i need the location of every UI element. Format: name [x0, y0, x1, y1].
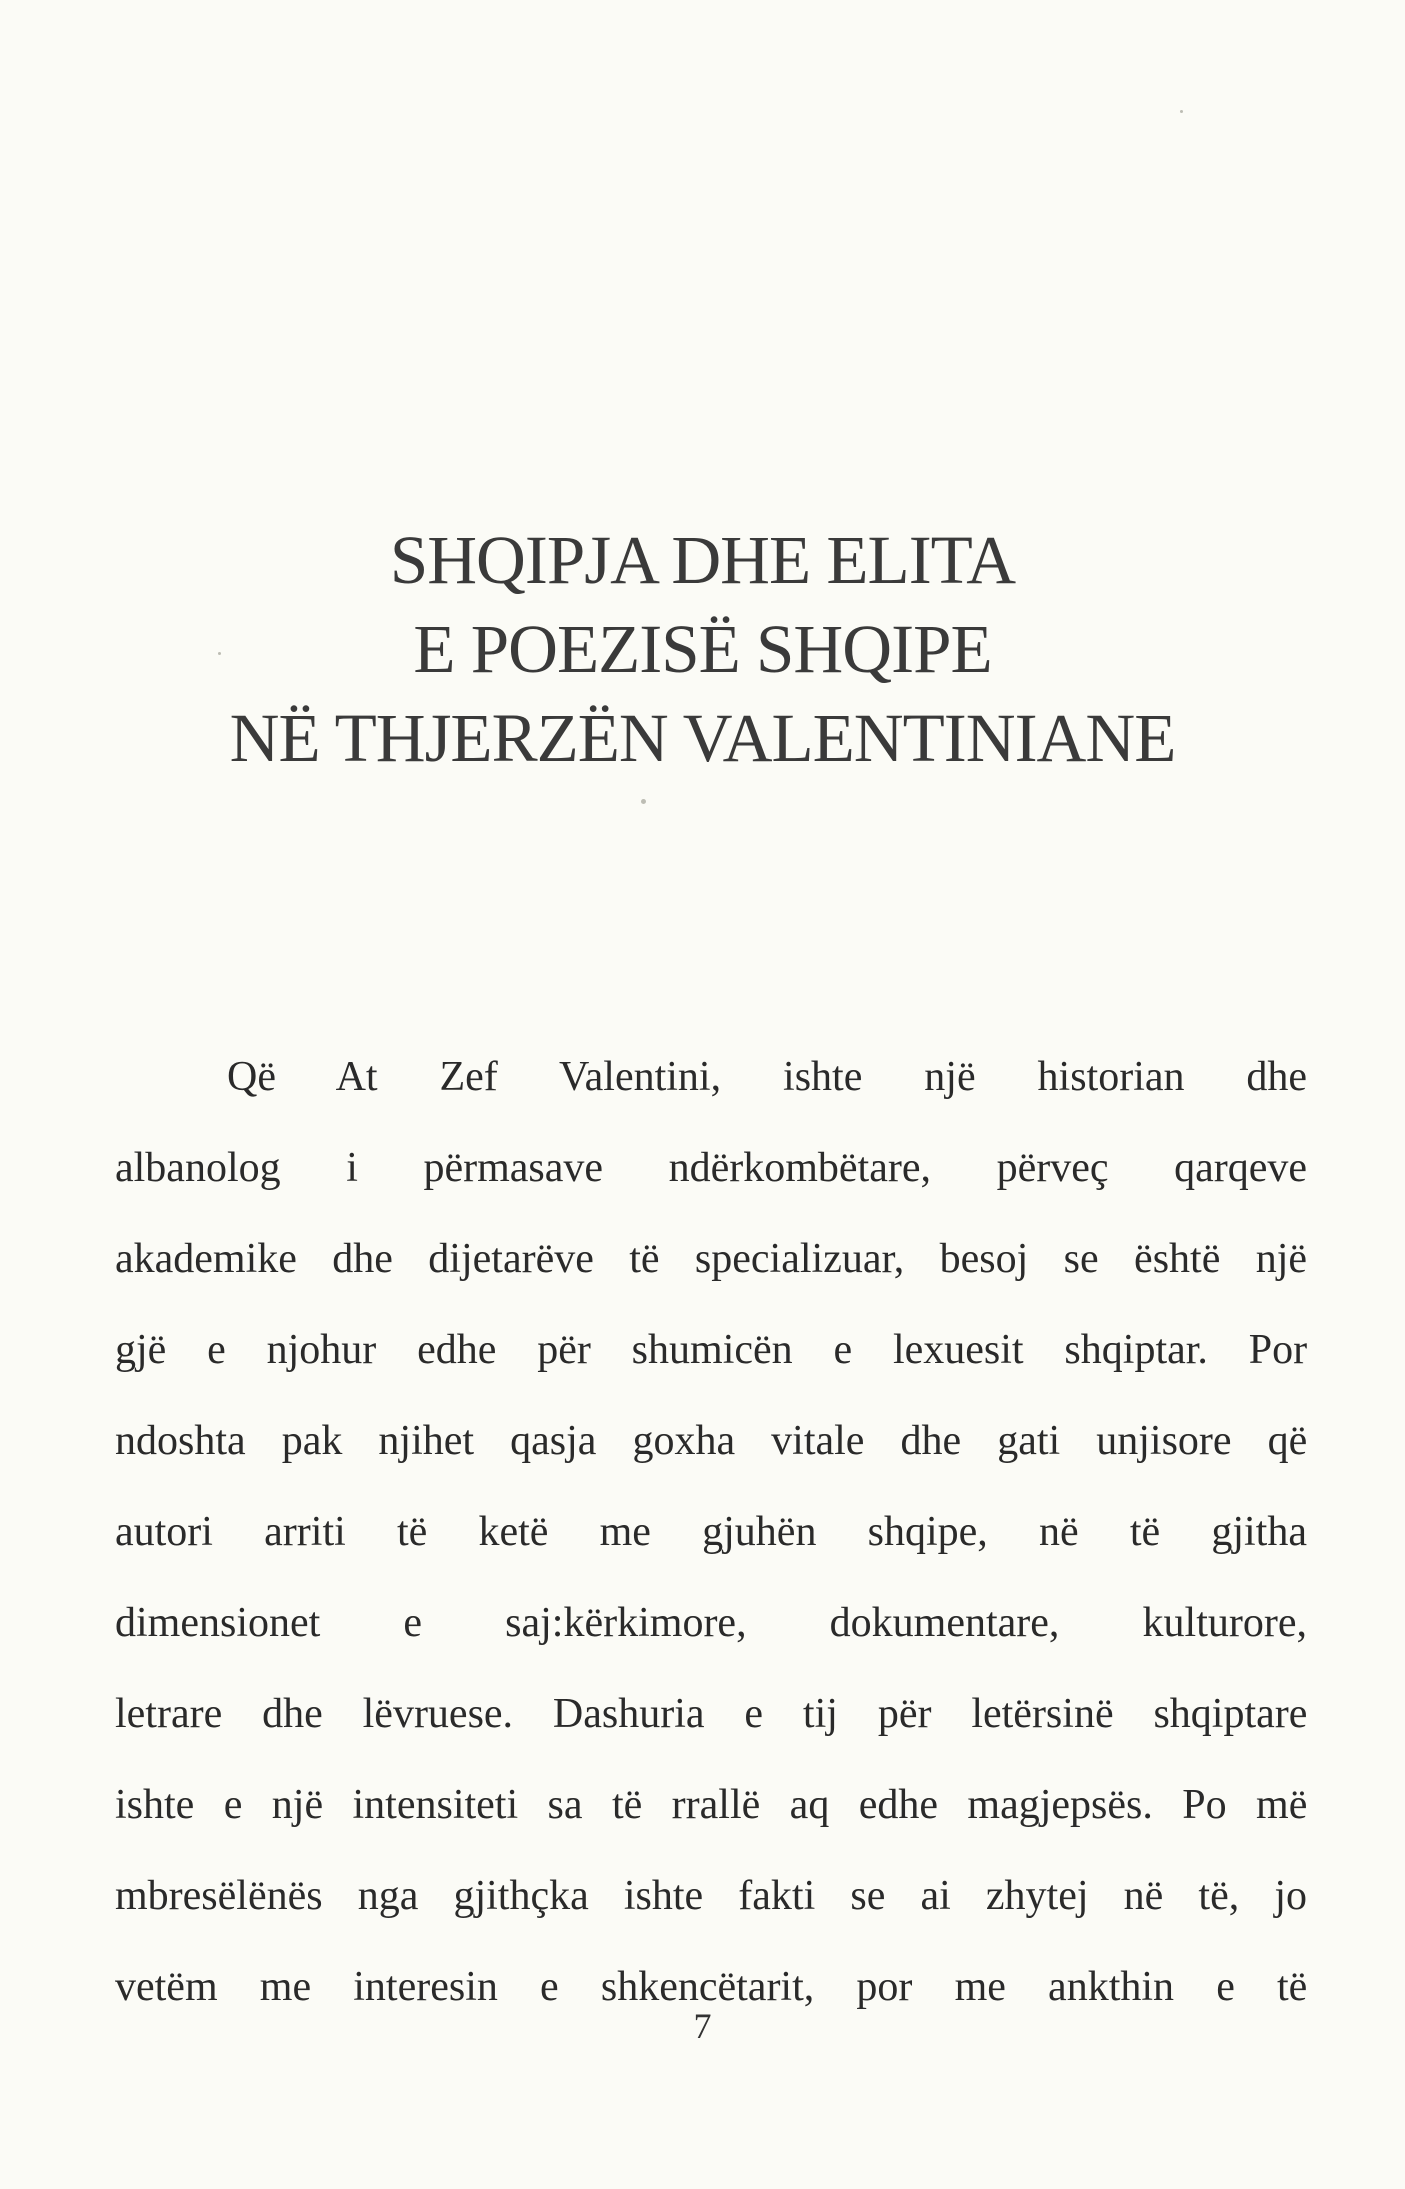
- chapter-title-line-3: NË THJERZËN VALENTINIANE: [229, 700, 1176, 776]
- body-line: mbresëlënës nga gjithçka ishte fakti se ai zhytej në të, jo: [115, 1873, 1307, 1919]
- body-line: gjë e njohur edhe për shumicën e lexuesit shqiptar. Por: [115, 1327, 1308, 1373]
- body-paragraph: [115, 1032, 1307, 2033]
- body-line: autori arriti të ketë me gjuhën shqipe, në të gjitha: [115, 1509, 1307, 1555]
- body-line: letrare dhe lëvruese. Dashuria e tij për letërsinë shqiptare: [115, 1691, 1308, 1737]
- body-line: akademike dhe dijetarëve të specializuar, besoj se është një: [115, 1236, 1308, 1282]
- page-number: 7: [693, 2006, 712, 2046]
- chapter-title-line-1: SHQIPJA DHE ELITA: [389, 522, 1016, 598]
- body-line: ishte e një intensiteti sa të rrallë aq edhe magjepsës. Po më: [115, 1782, 1308, 1828]
- body-line: vetëm me interesin e shkencëtarit, por me ankthin e të: [115, 1964, 1308, 2010]
- body-line: Që At Zef Valentini, ishte një historian dhe: [227, 1054, 1308, 1100]
- paper-speck: [1180, 110, 1183, 113]
- body-line: ndoshta pak njihet qasja goxha vitale dhe gati unjisore që: [115, 1418, 1308, 1464]
- paper-speck: [641, 799, 646, 804]
- body-line: dimensionet e saj:kërkimore, dokumentare, kulturore,: [115, 1600, 1307, 1646]
- chapter-title-line-2: E POEZISË SHQIPE: [413, 611, 992, 687]
- chapter-title: [0, 516, 1405, 783]
- body-line: albanolog i përmasave ndërkombëtare, përveç qarqeve: [115, 1145, 1307, 1191]
